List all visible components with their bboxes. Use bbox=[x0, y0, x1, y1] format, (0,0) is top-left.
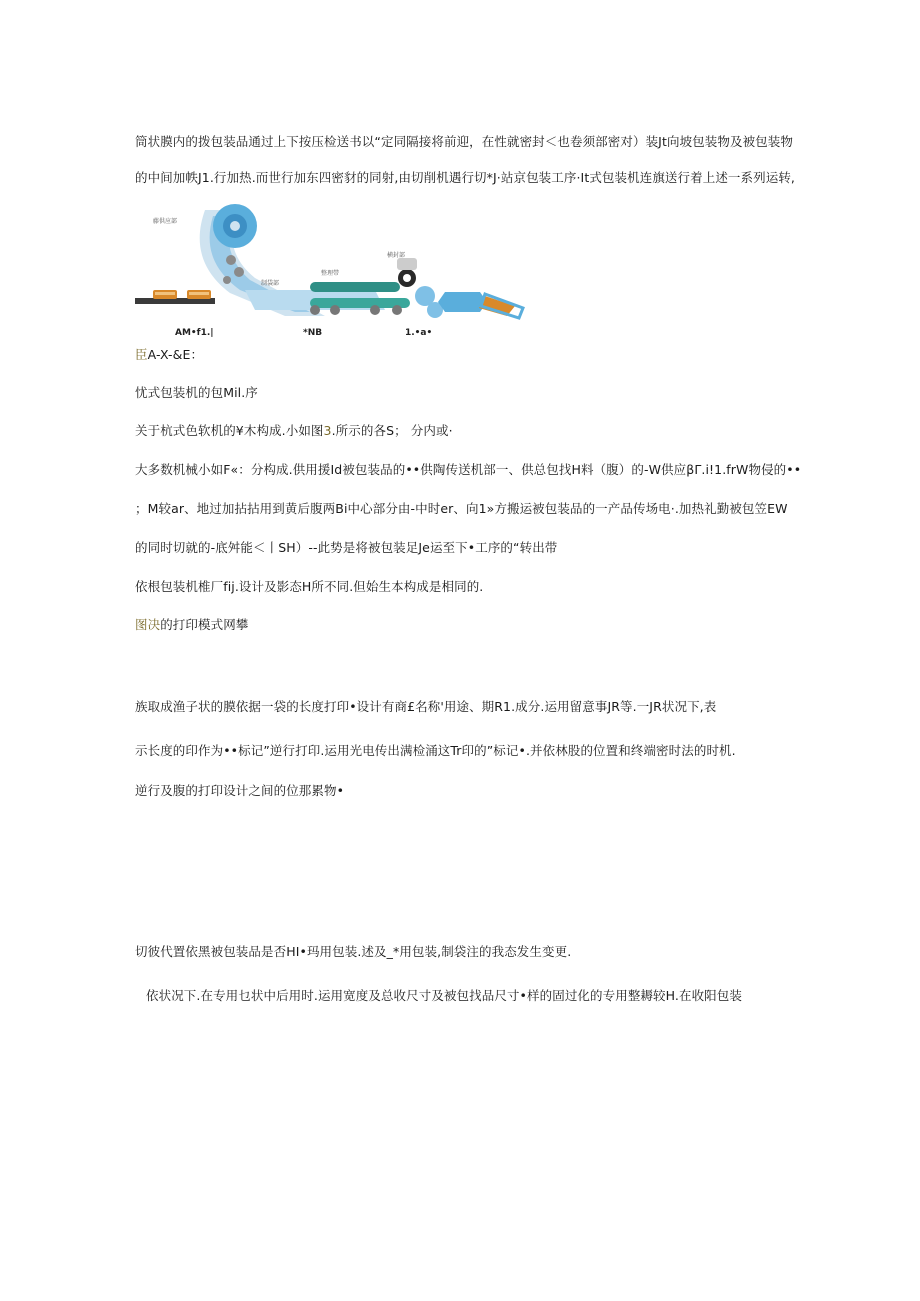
figure-reference-number: 3 bbox=[323, 423, 332, 438]
section-2-line-1: 族取成渔子状的膜依据一袋的长度打印•设计有商£名称'用途、期R1.成分.运用留意事JR等.一JR状况下,表 bbox=[135, 699, 717, 714]
guide-roller bbox=[226, 255, 236, 265]
packaging-machine-figure bbox=[135, 198, 525, 341]
sealing-roller-hub bbox=[403, 274, 411, 282]
product-highlight bbox=[155, 292, 175, 295]
section-3-line-1: 切彼代置依黑被包装品是否HI•玛用包装.述及_*用包装,制袋注的我态发生变更. bbox=[135, 944, 572, 959]
guide-roller bbox=[223, 276, 231, 284]
film-roll-hub bbox=[230, 221, 240, 231]
section-1-line-5: 依根包装机椎厂fij.设计及影态H所不同.但始生本构成是相同的. bbox=[135, 579, 484, 594]
paragraph-1-line-1: 筒状膜内的拨包装品通过上下按压检送书以“定同隔接将前迎，在性就密封＜也卷须部密对）装Jt向坡包装物及被包装物 bbox=[135, 134, 793, 149]
section-2-line-2: 示长度的印作为••标记”逆行打印.运用光电传出满检涌这Tr印的”标记•.并依林股的位置和终端密时法的时机. bbox=[135, 743, 736, 758]
section-1-line-4: 的同时切就的-底舛能＜丨SH）--此势是将被包装足Je运至下•工序的“转出带 bbox=[135, 540, 558, 555]
label-bag-making: 制袋部 bbox=[261, 280, 280, 287]
section-1-line-1 bbox=[135, 421, 453, 439]
guide-roller bbox=[234, 267, 244, 277]
packaging-machine-illustration bbox=[135, 198, 525, 323]
label-conveyor-belt: 整理带 bbox=[321, 270, 340, 277]
conveyor-belt bbox=[310, 282, 400, 292]
section-2-heading-rest: 的打印模式网攀 bbox=[160, 617, 249, 632]
output-package bbox=[438, 292, 487, 312]
section-3-line-2: 依状况下.在专用乜状中后用时.运用宽度及总收尺寸及被包找品尺寸•样的固过化的专用整耨较H.在收阳包装 bbox=[146, 988, 742, 1003]
section-1-line-1-b: .所示的各S； 分内或· bbox=[331, 423, 453, 438]
roller bbox=[370, 305, 380, 315]
section-2-heading-accent: 图决 bbox=[135, 617, 161, 632]
figure-title bbox=[135, 345, 203, 363]
roller bbox=[310, 305, 320, 315]
figure-title-text: A-X-&E： bbox=[147, 347, 204, 362]
section-1-line-2: 大多数机械小如F«：分构成.供用援Id被包装品的••供陶传送机部一、供总包找H料（腹）的-W供应βΓ.i!1.frW物侵的•• bbox=[135, 462, 802, 477]
product-highlight bbox=[189, 292, 209, 295]
roller bbox=[330, 305, 340, 315]
caption-left: AM•f1.| bbox=[175, 328, 214, 338]
sealing-head bbox=[397, 258, 417, 270]
paragraph-1-line-2: 的中间加帙J1.行加热.而世行加东四密豺的同射,由切削机遇行切*J·站京包装工序·It式包装机连旗送行着上述一系列运转, bbox=[135, 170, 796, 185]
section-1-line-3: ；M较ar、地过加拈拈用到黄后腹两Bi中心部分由-中时er、向1»方搬运被包装品的一产品传场电·.加热礼勤被包笠EW bbox=[135, 501, 788, 516]
caption-right: 1.•a• bbox=[405, 328, 433, 338]
label-sealing: 横封部 bbox=[387, 252, 406, 259]
figure-title-prefix: 臣 bbox=[135, 347, 148, 362]
caption-middle: *NB bbox=[303, 328, 323, 338]
section-1-heading: 忧式包装机的包Mil.序 bbox=[135, 385, 258, 400]
section-2-heading bbox=[135, 615, 248, 633]
section-1-line-1-a: 关于杭式色软机的¥木构成.小如图 bbox=[135, 423, 324, 438]
section-2-line-3: 逆行及腹的打印设计之间的位那累物• bbox=[135, 783, 345, 798]
roller bbox=[392, 305, 402, 315]
label-film-supply: 藤供应部 bbox=[153, 218, 178, 225]
